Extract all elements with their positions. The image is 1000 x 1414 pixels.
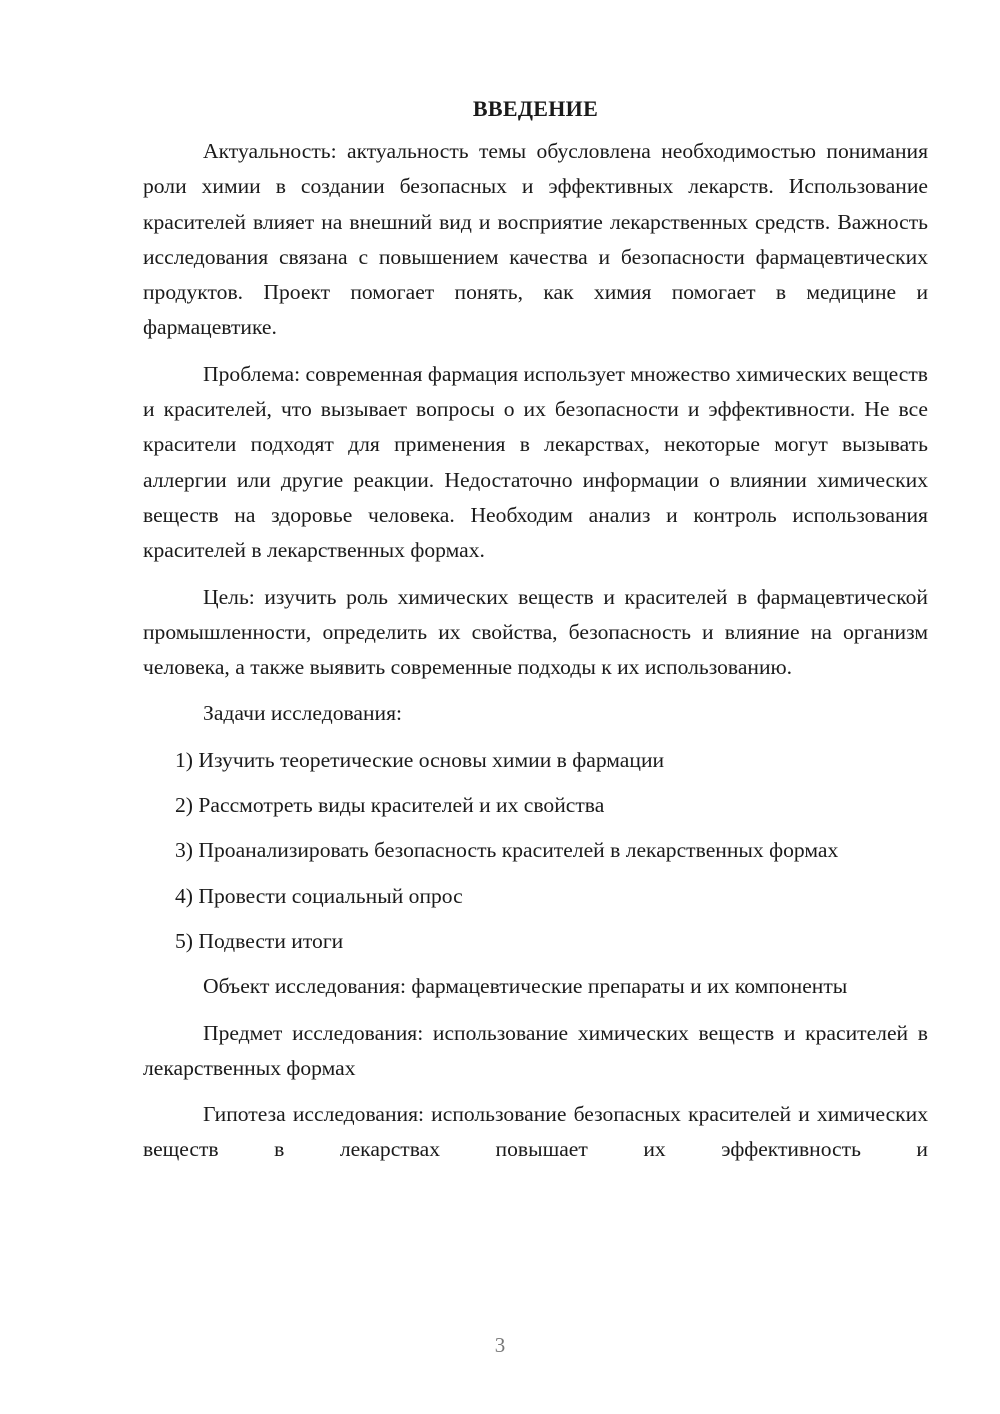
task-item: 5) Подвести итоги bbox=[175, 928, 344, 953]
task-item: 2) Рассмотреть виды красителей и их свойства bbox=[175, 793, 605, 818]
section-heading: ВВЕДЕНИЕ bbox=[472, 96, 599, 121]
hypothesis-paragraph: Гипотеза исследования: использование безопасных красителей и химических веществ в лекарствах повышает их эффективность и bbox=[143, 1102, 928, 1162]
subject-paragraph: Предмет исследования: использование химических веществ и красителей в лекарственных формах bbox=[143, 1020, 928, 1080]
task-item: 3) Проанализировать безопасность красителей в лекарственных формах bbox=[175, 838, 839, 863]
task-item: 4) Провести социальный опрос bbox=[175, 883, 463, 908]
problem-paragraph: Проблема: современная фармация использует множество химических веществ и красителей, что вызывает вопросы о их безопасности и эффективности. Не все красители подходят для применения в лекарствах, некоторые могут вызывать аллергии или другие реакции. Недостаточно информации о влиянии химических веществ на здоровье человека. Необходим анализ и контроль использования красителей в лекарственных формах. bbox=[143, 361, 928, 563]
page-number: 3 bbox=[494, 1333, 506, 1357]
tasks-title: Задачи исследования: bbox=[203, 701, 403, 726]
relevance-paragraph: Актуальность: актуальность темы обусловлена необходимостью понимания роли химии в создании безопасных и эффективных лекарств. Использование красителей влияет на внешний вид и восприятие лекарственных средств. Важность исследования связана с повышением качества и безопасности фармацевтических продуктов. Проект помогает понять, как химия помогает в медицине и фармацевтике. bbox=[143, 139, 928, 340]
goal-paragraph: Цель: изучить роль химических веществ и красителей в фармацевтической промышленности, определить их свойства, безопасность и влияние на организм человека, а также выявить современные подходы к их использованию. bbox=[143, 584, 928, 680]
task-item: 1) Изучить теоретические основы химии в фармации bbox=[175, 747, 665, 772]
object-paragraph: Объект исследования: фармацевтические препараты и их компоненты bbox=[203, 974, 848, 999]
